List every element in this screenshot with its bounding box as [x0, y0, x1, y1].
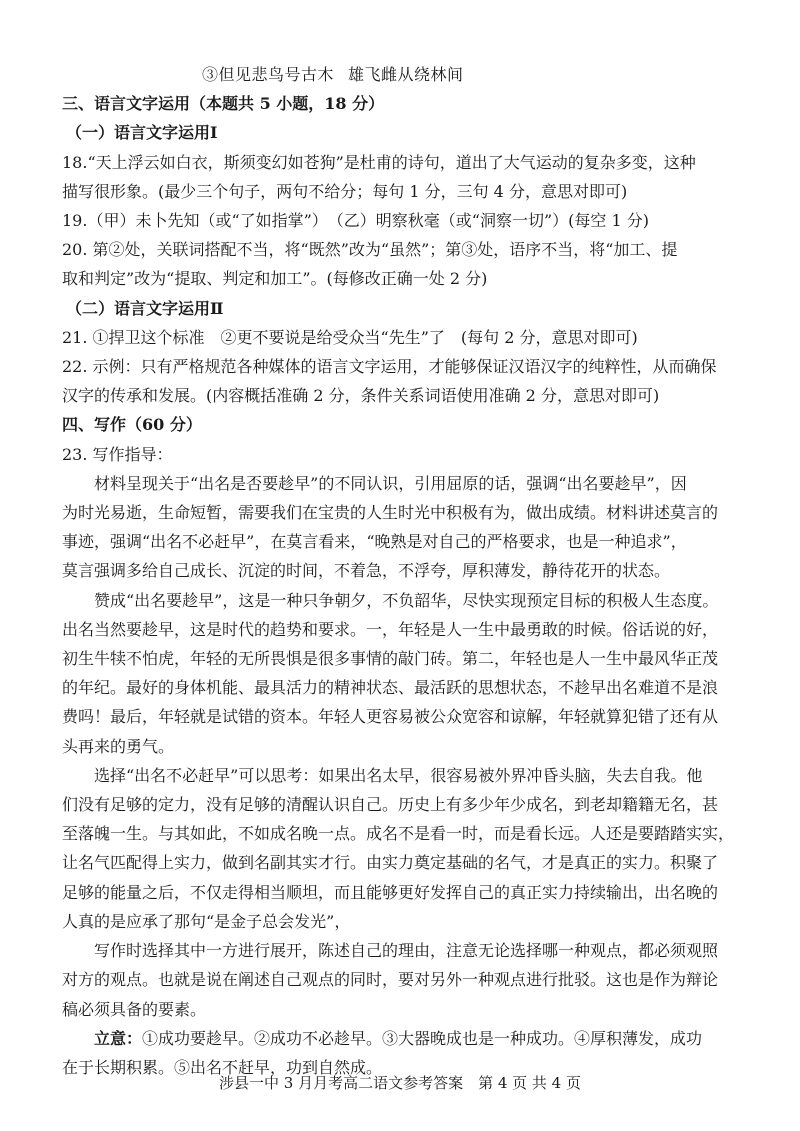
paragraph-1-line: 为时光易逝，生命短暂，需要我们在宝贵的人生时光中积极有为，做出成绩。材料讲述莫言的: [62, 503, 719, 523]
q23-heading: 23. 写作指导：: [62, 444, 173, 464]
section-3-subheading-2: （二）语言文字运用Ⅱ: [66, 298, 224, 318]
section-4-heading: 四、写作（60 分）: [62, 415, 202, 435]
q22-line-1: 22. 示例：只有严格规范各种媒体的语言文字运用，才能够保证汉语汉字的纯粹性，从而确保: [62, 357, 717, 377]
paragraph-3-line: 至落魄一生。与其如此，不如成名晚一点。成名不是看一时，而是看长远。人还是要踏踏实实，: [62, 824, 735, 844]
paragraph-3-line: 选择“出名不必赶早”可以思考：如果出名太早，很容易被外界冲昏头脑，失去自我。他: [94, 765, 703, 785]
paragraph-3-line: 们没有足够的定力，没有足够的清醒认识自己。历史上有多少年少成名，到老却籍籍无名，甚: [62, 795, 719, 815]
liyi-line-1: [62, 1024, 742, 1053]
paragraph-3-line: 足够的能量之后，不仅走得相当顺坦，而且能够更好发挥自己的真正实力持续输出，出名晚的: [62, 882, 719, 902]
liyi-line-2: 在于长期积累。⑤出名不赶早，功到自然成。: [62, 1057, 383, 1077]
q18-line-1: 18.“天上浮云如白衣，斯须变幻如苍狗”是杜甫的诗句，道出了大气运动的复杂多变，这种: [62, 152, 696, 172]
poem-line-part-a: ③但见悲鸟号古木: [202, 65, 335, 84]
paragraph-2-line: 费吗！最后，年轻就是试错的资本。年轻人更容易被公众宽容和谅解，年轻就算犯错了还有从: [62, 707, 719, 727]
liyi-label: 立意：: [94, 1028, 143, 1048]
paragraph-3-line: 让名气匹配得上实力，做到名副其实才行。由实力奠定基础的名气，才是真正的实力。积聚了: [62, 853, 719, 873]
q20-line-2: 取和判定”改为“提取、判定和加工”。(每修改正确一处 2 分): [62, 269, 488, 289]
q20-line-1: 20. 第②处，关联词搭配不当，将“既然”改为“虽然”；第③处，语序不当，将“加工、提: [62, 240, 678, 260]
paragraph-4-line: 写作时选择其中一方进行展开，陈述自己的理由，注意无论选择哪一种观点，都必须观照: [94, 941, 719, 961]
paragraph-3-line: 人真的是应承了那句“是金子总会发光”，: [62, 911, 351, 931]
q18-line-2: 描写很形象。(最少三个句子，两句不给分；每句 1 分，三句 4 分，意思对即可): [62, 181, 628, 201]
q22-line-2: 汉字的传承和发展。(内容概括准确 2 分，条件关系词语使用准确 2 分，意思对即可): [62, 386, 660, 406]
page-footer: 涉县一中 3 月月考高二语文参考答案 第 4 页 共 4 页: [218, 1074, 581, 1092]
section-3-subheading-1: （一）语言文字运用Ⅰ: [66, 123, 218, 143]
paragraph-2-line: 出名当然要趁早，这是时代的趋势和要求。一，年轻是人一生中最勇敢的时候。俗话说的好，: [62, 619, 719, 639]
paragraph-4-line: 稿必须具备的要素。: [62, 999, 207, 1019]
paragraph-1-line: 事迹，强调“出名不必赶早”，在莫言看来，“晚熟是对自己的严格要求，也是一种追求”，: [62, 532, 687, 552]
poem-line-part-b: 雄飞雌从绕林间: [348, 65, 464, 84]
document-body: [62, 60, 742, 1082]
q19-answer: 19.（甲）未卜先知（或“了如指掌”） （乙）明察秋毫（或“洞察一切”）(每空 1 分): [62, 211, 650, 231]
paragraph-2-line: 头再来的勇气。: [62, 736, 175, 756]
paragraph-1-line: 材料呈现关于“出名是否要趁早”的不同认识，引用屈原的话，强调“出名要趁早”，因: [94, 473, 687, 493]
section-3-heading: 三、语言文字运用（本题共 5 小题，18 分）: [62, 94, 385, 114]
paragraph-2-line: 赞成“出名要趁早”，这是一种只争朝夕，不负韶华，尽快实现预定目标的积极人生态度。: [94, 590, 719, 610]
paragraph-4-line: 对方的观点。也就是说在阐述自己观点的同时，要对另外一种观点进行批驳。这也是作为辩论: [62, 970, 719, 990]
q21-answer: 21. ①捍卫这个标准 ②更不要说是给受众当“先生”了 (每句 2 分，意思对即可): [62, 327, 638, 347]
paragraph-1-line: 莫言强调多给自己成长、沉淀的时间，不着急，不浮夸，厚积薄发，静待花开的状态。: [62, 561, 671, 581]
poem-line: [62, 60, 742, 89]
liyi-text: ①成功要趁早。②成功不必趁早。③大器晚成也是一种成功。④厚积薄发，成功: [142, 1028, 703, 1048]
paragraph-2-line: 的年纪。最好的身体机能、最具活力的精神状态、最活跃的思想状态，不趁早出名难道不是浪: [62, 678, 719, 698]
paragraph-2-line: 初生牛犊不怕虎，年轻的无所畏惧是很多事情的敲门砖。第二，年轻也是人一生中最风华正茂: [62, 649, 719, 669]
